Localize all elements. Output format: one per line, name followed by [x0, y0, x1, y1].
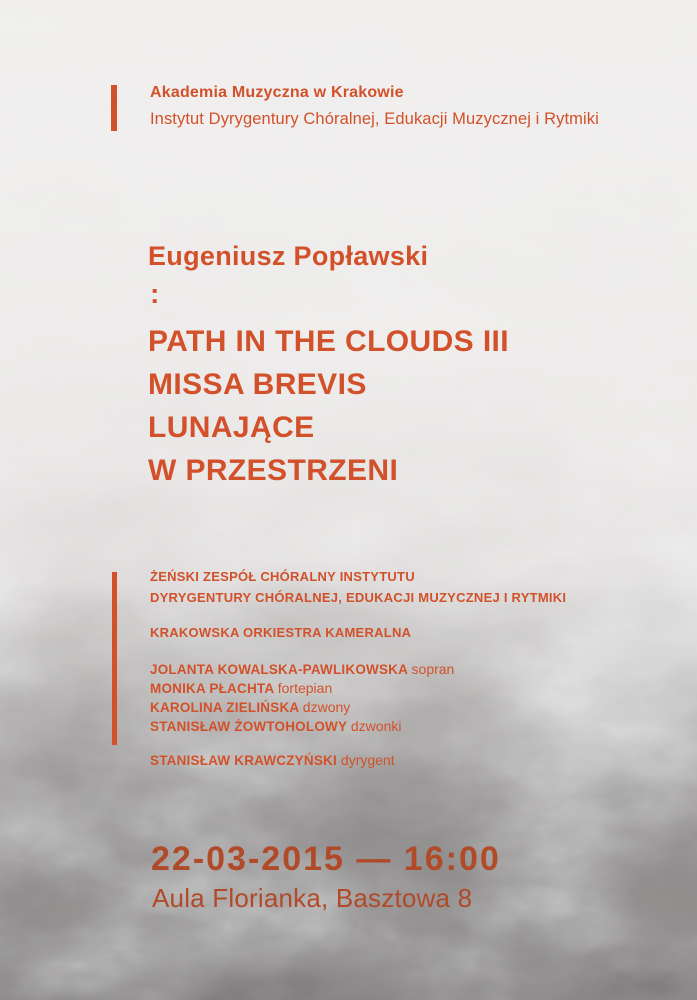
conductor-row	[150, 752, 395, 768]
title-colon: :	[150, 278, 160, 309]
concert-title-line: PATH IN THE CLOUDS III	[148, 325, 510, 358]
concert-title-line: LUNAJĄCE	[148, 411, 315, 444]
composer-name: Eugeniusz Popławski	[148, 241, 429, 271]
concert-title	[148, 320, 509, 492]
event-datetime: 22-03-2015 — 16:00	[151, 840, 501, 878]
conductor-name: STANISŁAW KRAWCZYŃSKI	[150, 753, 337, 768]
performer-role: sopran	[411, 661, 455, 677]
performer-row	[150, 660, 454, 679]
performers-accent-bar	[112, 572, 117, 745]
choir-name-line: ŻEŃSKI ZESPÓŁ CHÓRALNY INSTYTUTU	[150, 569, 415, 584]
performer-row	[150, 717, 454, 736]
orchestra-name: KRAKOWSKA ORKIESTRA KAMERALNA	[150, 625, 412, 640]
performer-name: JOLANTA KOWALSKA-PAWLIKOWSKA	[150, 662, 408, 677]
institute-name: Instytut Dyrygentury Chóralnej, Edukacji Muzycznej i Rytmiki	[150, 110, 599, 128]
performer-name: STANISŁAW ŻOWTOHOLOWY	[150, 719, 347, 734]
choir-name-line: DYRYGENTURY CHÓRALNEJ, EDUKACJI MUZYCZNEJ I RYTMIKI	[150, 590, 567, 605]
institution-name: Akademia Muzyczna w Krakowie	[150, 84, 404, 101]
event-venue: Aula Florianka, Basztowa 8	[152, 883, 473, 913]
performer-role: dzwonki	[350, 718, 402, 734]
performer-role: dzwony	[302, 699, 351, 715]
performer-list	[150, 660, 454, 736]
institution-accent-bar	[111, 85, 117, 131]
concert-title-line: W PRZESTRZENI	[148, 454, 399, 487]
conductor-role: dyrygent	[340, 752, 395, 768]
performer-role: fortepian	[277, 680, 333, 696]
choir-name	[150, 566, 566, 608]
performer-name: KAROLINA ZIELIŃSKA	[150, 700, 299, 715]
performer-row	[150, 698, 454, 717]
concert-title-line: MISSA BREVIS	[148, 368, 367, 401]
performer-row	[150, 679, 454, 698]
performer-name: MONIKA PŁACHTA	[150, 681, 274, 696]
